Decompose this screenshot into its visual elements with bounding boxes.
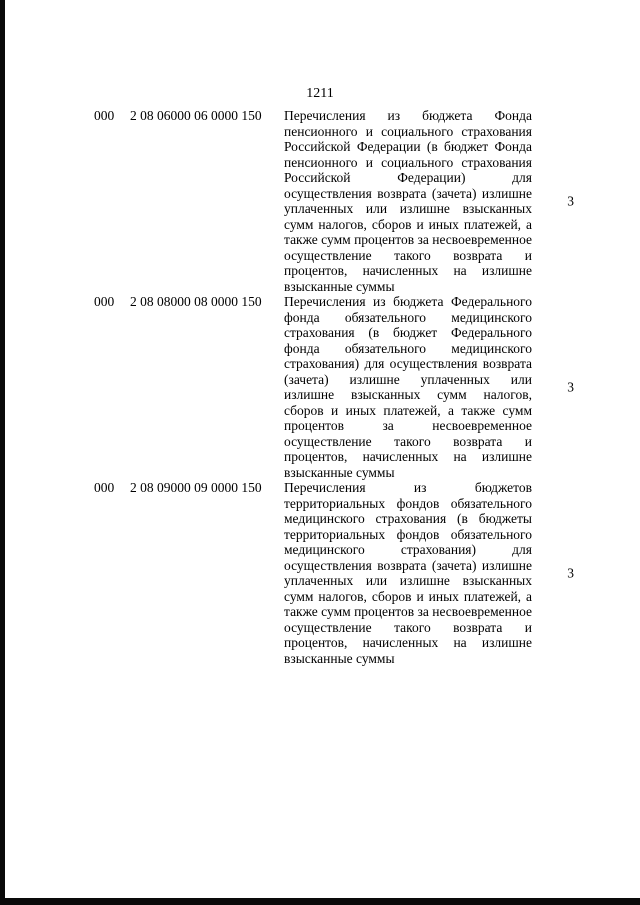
amount-value: 3 [567, 565, 574, 581]
budget-code-table [0, 108, 640, 666]
budget-classification-code: 2 08 06000 06 0000 150 [130, 108, 262, 123]
amount-value: 3 [567, 193, 574, 209]
revenue-description: Перечисления из бюджетов территориальных фондов обязательного медицинского страхования (в бюджеты территориальных фондов обязательного медицинского страхования) для осуществления возврата (зачета) излишне уплаченных или излишне взысканных сумм налогов, сборов и иных платежей, а также сумм процентов за несвоевременное осуществление такого возврата и процентов, начисленных на излишне взысканные суммы [284, 480, 532, 666]
scan-edge-bottom [0, 898, 640, 905]
revenue-description: Перечисления из бюджета Фонда пенсионного и социального страхования Российской Федерации (в бюджет Фонда пенсионного и социального страхования Российской Федерации) для осуществления возврата (зачета) излишне уплаченных или излишне взысканных сумм налогов, сборов и иных платежей, а также сумм процентов за несвоевременное осуществление такого возврата и процентов, начисленных на излишне взысканные суммы [284, 108, 532, 294]
budget-classification-code: 2 08 09000 09 0000 150 [130, 480, 262, 495]
admin-code: 000 [94, 294, 115, 309]
table-row [0, 480, 640, 666]
admin-code: 000 [94, 480, 115, 495]
budget-classification-code: 2 08 08000 08 0000 150 [130, 294, 262, 309]
page-number: 1211 [306, 86, 334, 101]
amount-value: 3 [567, 379, 574, 395]
table-row [0, 294, 640, 480]
revenue-description: Перечисления из бюджета Федерального фонда обязательного медицинского страхования (в бюджет Федерального фонда обязательного медицинского страхования) для осуществления возврата (зачета) излишне уплаченных или излишне взысканных сумм налогов, сборов и иных платежей, а также сумм процентов за несвоевременное осуществление такого возврата и процентов, начисленных на излишне взысканные суммы [284, 294, 532, 480]
admin-code: 000 [94, 108, 115, 123]
table-row [0, 108, 640, 294]
